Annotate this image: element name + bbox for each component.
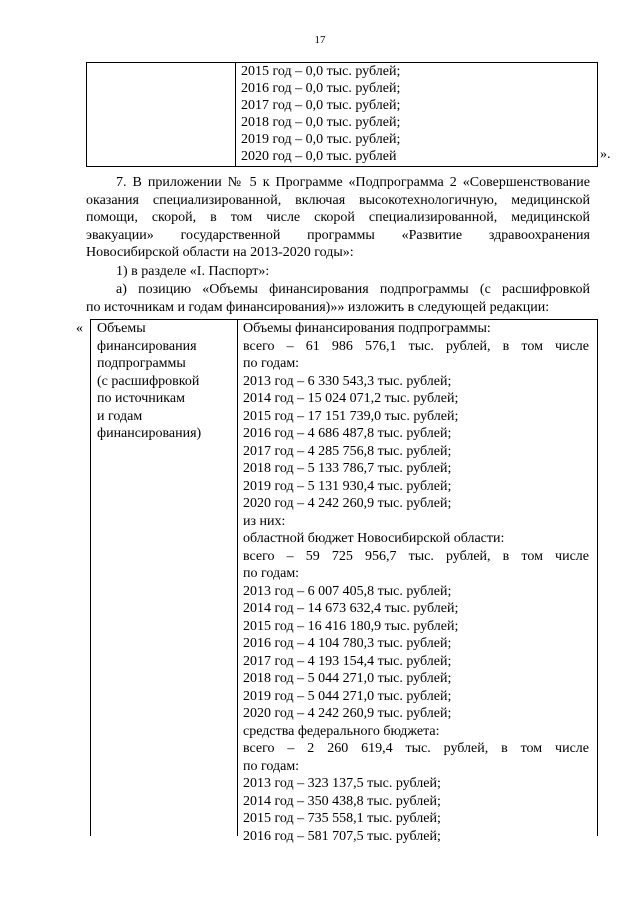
label-line: и годам	[97, 408, 143, 424]
text-line: по источникам и годам финансирования)»» изложить в следующей редакции:	[86, 299, 550, 315]
content-line: 2020 год – 4 242 260,9 тыс. рублей;	[243, 496, 452, 511]
content-line: 2016 год – 4 686 487,8 тыс. рублей;	[243, 426, 452, 441]
table-content-cell	[243, 320, 589, 845]
table-row: 2017 год – 0,0 тыс. рублей;	[241, 98, 401, 113]
text-line: эвакуации» государственной программы «Развитие здравоохранения	[86, 227, 590, 243]
label-line: по источникам	[97, 391, 185, 406]
content-line: 2015 год – 17 151 739,0 тыс. рублей;	[243, 408, 459, 424]
content-line: 2017 год – 4 285 756,8 тыс. рублей;	[243, 443, 452, 459]
text-line: 7. В приложении № 5 к Программе «Подпрограмма 2 «Совершенствование	[116, 175, 590, 190]
item-a	[86, 281, 590, 316]
table-row: 2018 год – 0,0 тыс. рублей;	[241, 115, 401, 130]
content-line: средства федерального бюджета:	[243, 723, 440, 739]
content-line: 2014 год – 350 438,8 тыс. рублей;	[243, 793, 441, 809]
content-line: 2020 год – 4 242 260,9 тыс. рублей;	[243, 706, 452, 721]
content-line: областной бюджет Новосибирской области:	[243, 531, 505, 546]
table-row: 2016 год – 0,0 тыс. рублей;	[241, 81, 401, 96]
table-row: 2020 год – 0,0 тыс. рублей	[241, 149, 397, 164]
content-line: 2019 год – 5 044 271,0 тыс. рублей;	[243, 688, 452, 704]
table-top-fragment	[86, 62, 598, 167]
closing-quote: ».	[600, 147, 611, 162]
text-line: а) позицию «Объемы финансирования подпрограммы (с расшифровкой	[116, 282, 590, 297]
content-line: по годам:	[243, 356, 300, 371]
text-line: помощи, скорой, в том числе скорой специализированной, медицинской	[86, 210, 590, 225]
content-line: 2018 год – 5 044 271,0 тыс. рублей;	[243, 671, 452, 686]
table-row: 2015 год – 0,0 тыс. рублей;	[241, 64, 401, 79]
label-line: финансирования)	[97, 426, 202, 441]
page-number: 17	[314, 34, 326, 46]
opening-quote: «	[76, 321, 83, 336]
content-line: 2013 год – 6 330 543,3 тыс. рублей;	[243, 373, 452, 389]
label-line: (с расшифровкой	[97, 373, 200, 389]
content-line: всего – 2 260 619,4 тыс. рублей, в том числе	[243, 741, 589, 756]
content-line: 2015 год – 735 558,1 тыс. рублей;	[243, 811, 441, 826]
content-line: 2013 год – 323 137,5 тыс. рублей;	[243, 776, 441, 791]
table-label-cell	[97, 320, 201, 443]
content-line: из них:	[243, 513, 286, 529]
content-line: 2016 год – 581 707,5 тыс. рублей;	[243, 828, 441, 844]
table-top-cell	[241, 63, 400, 165]
content-line: 2019 год – 5 131 930,4 тыс. рублей;	[243, 478, 452, 494]
table-funding	[90, 319, 598, 844]
content-line: всего – 61 986 576,1 тыс. рублей, в том числе	[243, 338, 589, 354]
table-column-divider	[237, 320, 238, 836]
content-line: всего – 59 725 956,7 тыс. рублей, в том числе	[243, 548, 589, 564]
content-line: 2018 год – 5 133 786,7 тыс. рублей;	[243, 461, 452, 476]
content-line: 2015 год – 16 416 180,9 тыс. рублей;	[243, 618, 459, 634]
item-1: 1) в разделе «I. Паспорт»:	[116, 264, 270, 279]
content-line: 2013 год – 6 007 405,8 тыс. рублей;	[243, 583, 452, 599]
content-line: Объемы финансирования подпрограммы:	[243, 321, 491, 336]
label-line: Объемы	[97, 321, 146, 336]
content-line: 2017 год – 4 193 154,4 тыс. рублей;	[243, 653, 452, 669]
label-line: финансирования	[97, 338, 197, 354]
table-column-divider	[235, 63, 236, 166]
paragraph-7	[86, 174, 590, 262]
content-line: по годам:	[243, 758, 300, 774]
label-line: подпрограммы	[97, 356, 186, 371]
content-line: по годам:	[243, 566, 300, 581]
content-line: 2014 год – 14 673 632,4 тыс. рублей;	[243, 601, 459, 616]
table-row: 2019 год – 0,0 тыс. рублей;	[241, 132, 401, 147]
text-line: Новосибирской области на 2013-2020 годы»:	[86, 245, 354, 260]
text-line: оказания специализированной, включая высокотехнологичную, медицинской	[86, 192, 590, 208]
content-line: 2016 год – 4 104 780,3 тыс. рублей;	[243, 636, 452, 651]
content-line: 2014 год – 15 024 071,2 тыс. рублей;	[243, 391, 459, 406]
